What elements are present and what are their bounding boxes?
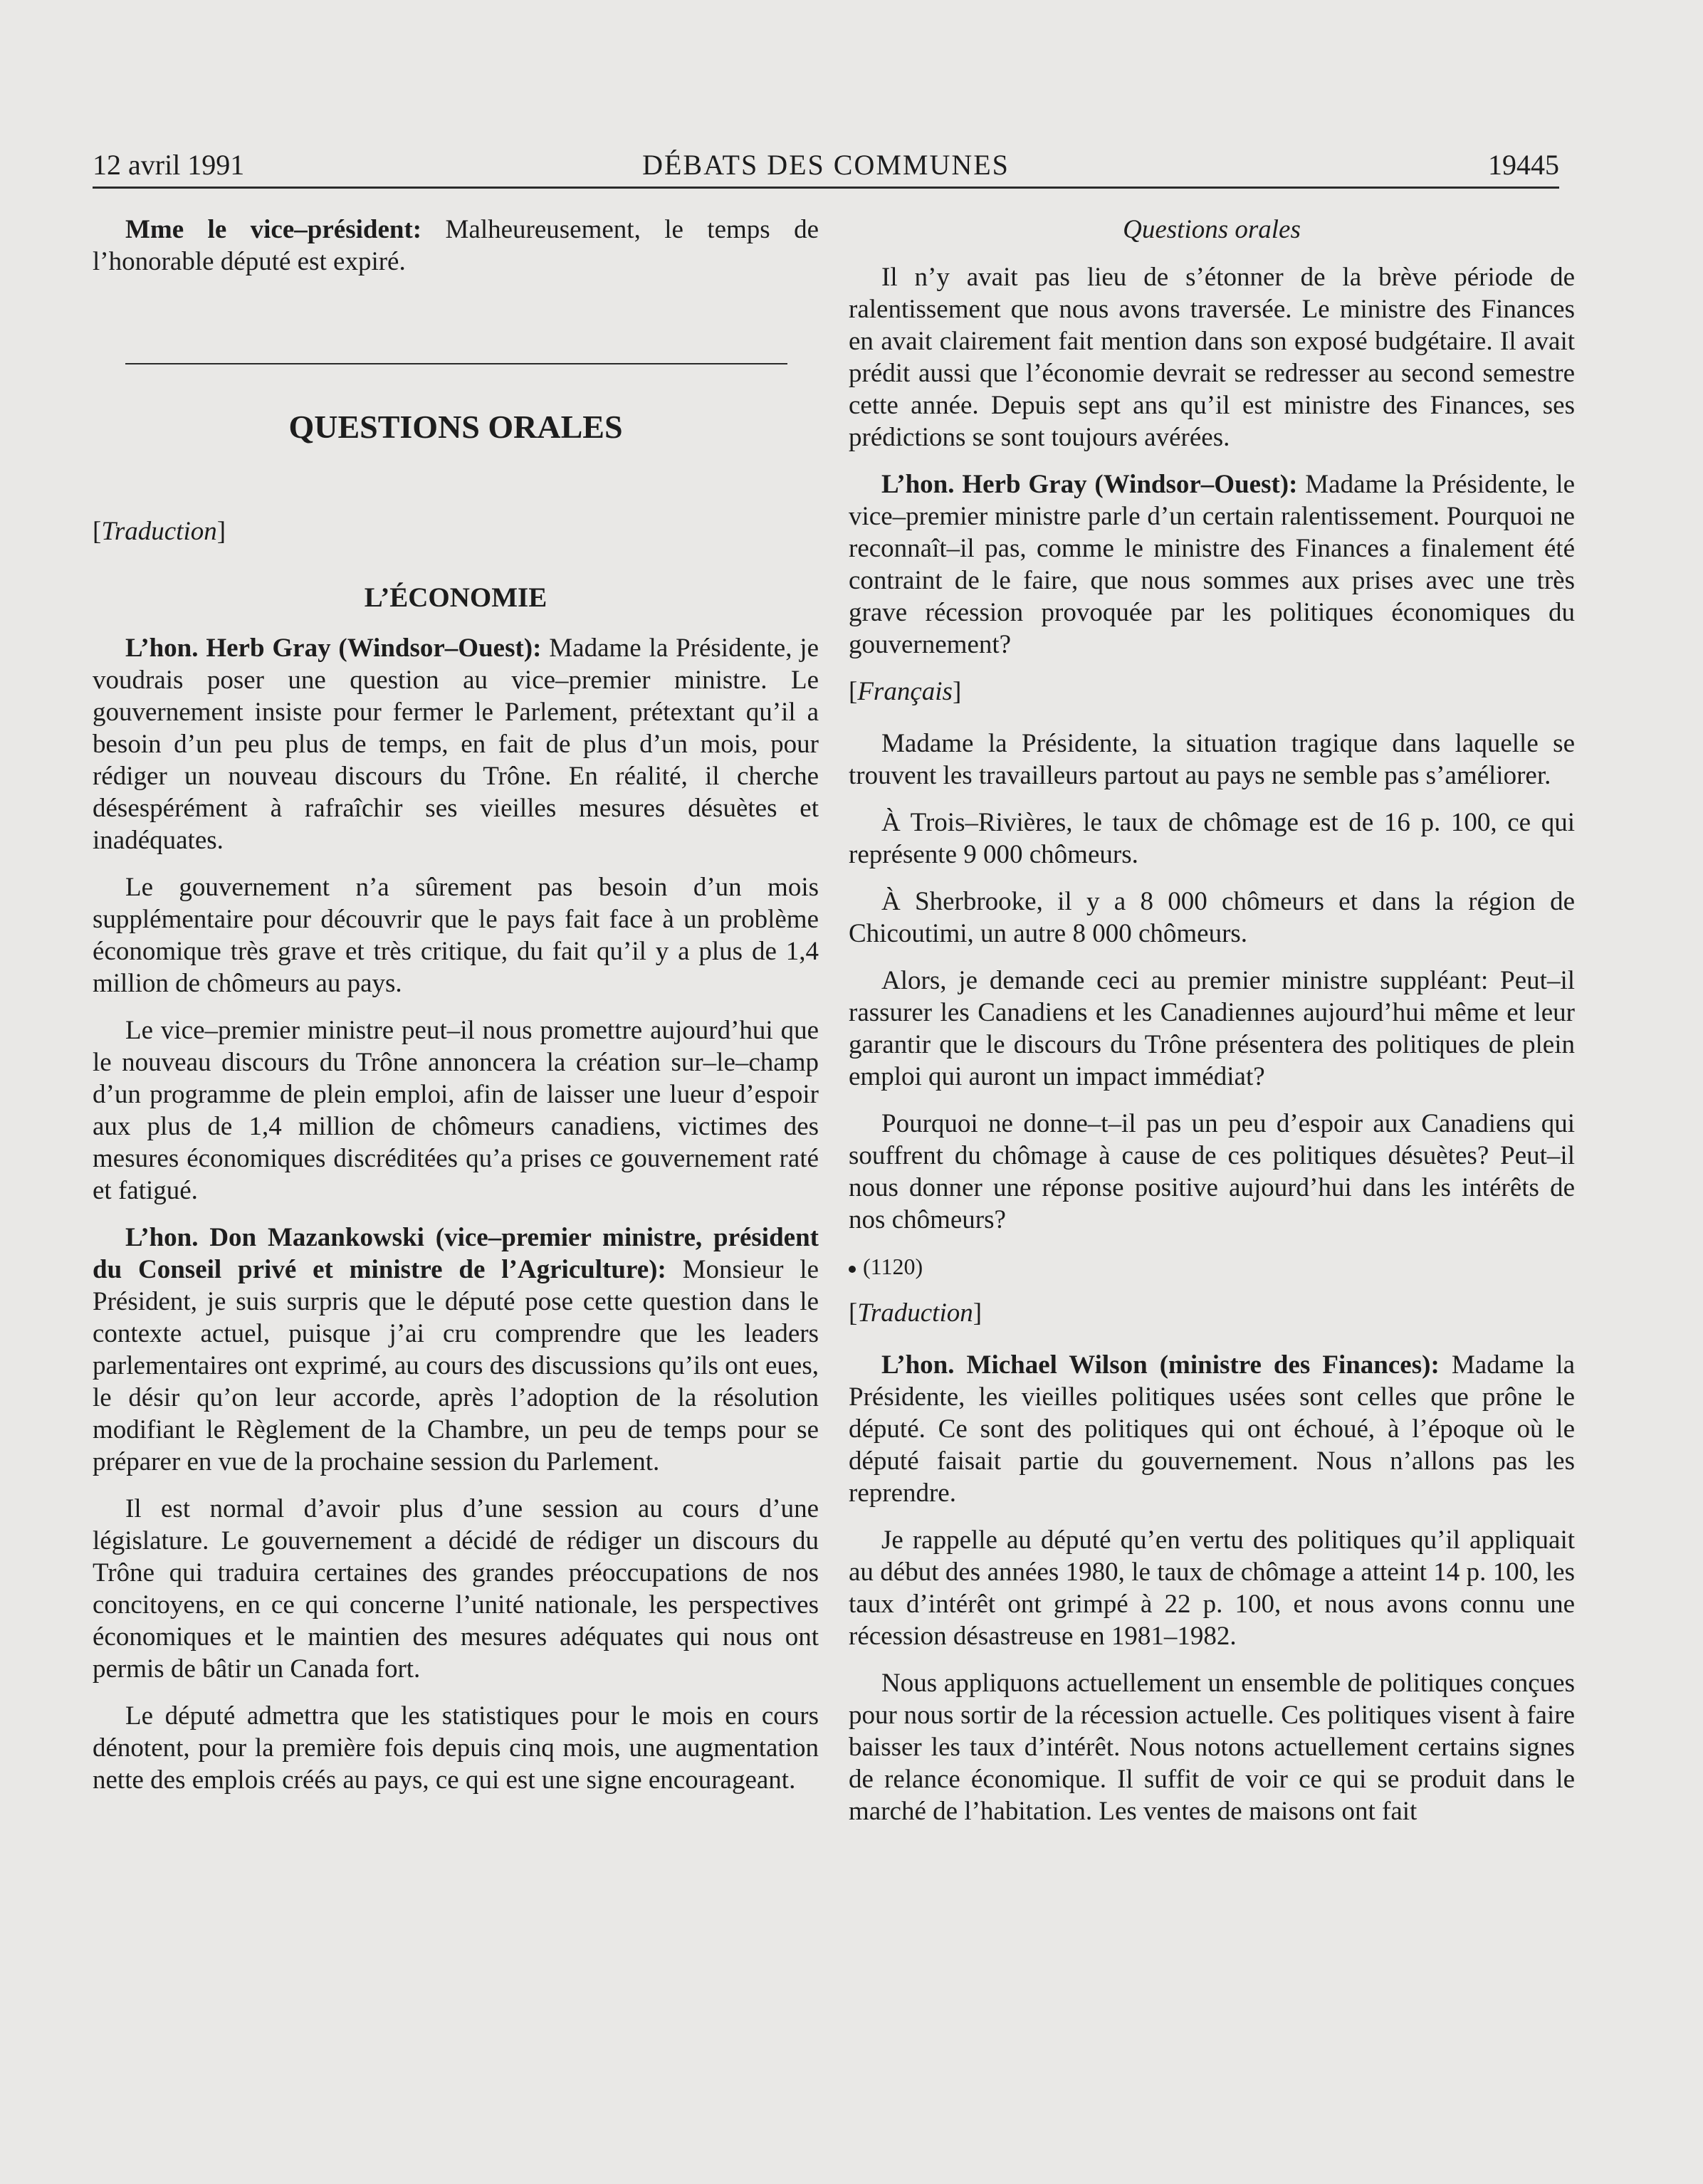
time-marker — [849, 1251, 1575, 1283]
speech-paragraph — [849, 1349, 1575, 1509]
speech-text: Madame la Présidente, je voudrais poser une question au vice–premier ministre. Le gouvernement insiste pour fermer le Parlement, prétextant qu’il a besoin d’un peu plus de temps, en fait de plus d’un mois, pour rédiger un nouveau discours du Trône. En réalité, il cherche désespérément à rafraîchir ses vieilles mesures désuètes et inadéquates. — [93, 634, 819, 855]
bracket-close: ] — [973, 1298, 983, 1328]
speech-paragraph: Alors, je demande ceci au premier ministre suppléant: Peut–il rassurer les Canadiens et les Canadiennes aujourd’hui même et leur garantir que le discours du Trône présentera des politiques de plein emploi qui auront un impact immédiat? — [849, 966, 1575, 1091]
section-divider — [125, 363, 787, 364]
speaker-name: L’hon. Michael Wilson (ministre des Finances): — [881, 1350, 1440, 1380]
subject-heading: L’ÉCONOMIE — [364, 582, 547, 613]
left-column — [93, 214, 819, 1811]
speech-text: Malheureusement, le temps de l’honorable député est expiré. — [93, 215, 819, 276]
bracket-open: [ — [849, 1298, 858, 1328]
time-text: (1120) — [863, 1254, 923, 1279]
speech-paragraph: À Trois–Rivières, le taux de chômage est de 16 p. 100, ce qui représente 9 000 chômeurs. — [849, 808, 1575, 869]
language-tag — [849, 1297, 1575, 1329]
language-tag — [93, 515, 819, 547]
bracket-open: [ — [849, 677, 858, 706]
speech-paragraph: Nous appliquons actuellement un ensemble de politiques conçues pour nous sortir de la récession actuelle. Ces politiques visent à faire baisser les taux d’intérêt. Nous notons actuellement certains signes de relance économique. Il suffit de voir ce qui se produit dans le marché de l’habitation. Les ventes de maisons ont fait — [849, 1669, 1575, 1826]
language-tag — [849, 676, 1575, 708]
bullet-icon — [849, 1266, 856, 1273]
right-column — [849, 214, 1575, 1842]
section-title: QUESTIONS ORALES — [288, 409, 623, 445]
tag-word: Traduction — [857, 1298, 973, 1328]
speech-paragraph: Il n’y avait pas lieu de s’étonner de la brève période de ralentissement que nous avons traversée. Le ministre des Finances en avait clairement fait mention dans son exposé budgétaire. Il avait prédit aussi que l’économie devrait se redresser au second semestre cette année. Depuis sept ans qu’il est ministre des Finances, ses prédictions se sont toujours avérées. — [849, 263, 1575, 452]
header-date: 12 avril 1991 — [93, 149, 245, 181]
speech-paragraph: Il est normal d’avoir plus d’une session au cours d’une législature. Le gouvernement a décidé de rédiger un discours du Trône qui traduira certaines des grandes préoccupations de nos concitoyens, en ce qui concerne l’unité nationale, les perspectives économiques et le maintien des mesures adéquates qui nous ont permis de bâtir un Canada fort. — [93, 1494, 819, 1684]
speaker-name: L’hon. Herb Gray (Windsor–Ouest): — [125, 634, 542, 663]
speech-paragraph: Le vice–premier ministre peut–il nous promettre aujourd’hui que le nouveau discours du Trône annoncera la création sur–le–champ d’un programme de plein emploi, afin de laisser une lueur d’espoir aux plus de 1,4 million de chômeurs canadiens, victimes des mesures économiques discréditées qu’a prises ce gouvernement raté et fatigué. — [93, 1016, 819, 1205]
speaker-name: Mme le vice–président: — [125, 215, 422, 244]
bracket-close: ] — [216, 517, 226, 546]
speech-paragraph: À Sherbrooke, il y a 8 000 chômeurs et dans la région de Chicoutimi, un autre 8 000 chômeurs. — [849, 887, 1575, 948]
header-title: DÉBATS DES COMMUNES — [642, 149, 1010, 181]
speech-text: Madame la Présidente, les vieilles politiques usées sont celles que prône le député. Ce sont des politiques qui ont échoué, à l’époque où le député faisait partie du gouvernement. Nous n’allons pas les reprendre. — [849, 1350, 1575, 1508]
speech-paragraph: Pourquoi ne donne–t–il pas un peu d’espoir aux Canadiens qui souffrent du chômage à cause de ces politiques désuètes? Peut–il nous donner une réponse positive aujourd’hui dans les intérêts de nos chômeurs? — [849, 1109, 1575, 1234]
speech-text: Madame la Présidente, le vice–premier ministre parle d’un certain ralentissement. Pourquoi ne reconnaît–il pas, comme le ministre des Finances a finalement été contraint de le faire, que nous sommes aux prises avec une très grave récession provoquée par les politiques économiques du gouvernement? — [849, 470, 1575, 659]
speech-paragraph — [93, 632, 819, 856]
speech-text: Monsieur le Président, je suis surpris que le député pose cette question dans le contexte actuel, puisque j’ai cru comprendre que les leaders parlementaires ont exprimé, au cours des discussions qu’ils ont eues, le désir qu’on leur accorde, après l’adoption de la résolution modifiant le Règlement de la Chambre, un peu de temps pour se préparer en vue de la prochaine session du Parlement. — [93, 1255, 819, 1476]
tag-word: Traduction — [101, 517, 217, 546]
speech-paragraph: Je rappelle au député qu’en vertu des politiques qu’il appliquait au début des années 1980, le taux de chômage a atteint 14 p. 100, les taux d’intérêt ont grimpé à 22 p. 100, et nous avons connu une récession désastreuse en 1981–1982. — [849, 1526, 1575, 1651]
page-header — [93, 144, 1559, 187]
speech-paragraph: Le député admettra que les statistiques pour le mois en cours dénotent, pour la première fois depuis cinq mois, une augmentation nette des emplois créés au pays, ce qui est une signe encourageant. — [93, 1701, 819, 1795]
speech-paragraph — [93, 214, 819, 278]
speaker-name: L’hon. Herb Gray (Windsor–Ouest): — [881, 470, 1298, 499]
speech-paragraph: Madame la Présidente, la situation tragique dans laquelle se trouvent les travailleurs partout au pays ne semble pas s’améliorer. — [849, 729, 1575, 790]
tag-word: Français — [857, 677, 953, 706]
running-head: Questions orales — [1123, 215, 1301, 244]
bracket-open: [ — [93, 517, 102, 546]
header-page-number: 19445 — [1488, 149, 1559, 181]
speech-paragraph — [849, 468, 1575, 661]
header-rule — [93, 187, 1559, 189]
speaker-name: L’hon. Don Mazankowski (vice–premier ministre, président du Conseil privé et ministre de l’Agriculture): — [93, 1223, 819, 1284]
speech-paragraph: Le gouvernement n’a sûrement pas besoin d’un mois supplémentaire pour découvrir que le pays fait face à un problème économique très grave et très critique, du fait qu’il y a plus de 1,4 million de chômeurs au pays. — [93, 873, 819, 998]
bracket-close: ] — [952, 677, 962, 706]
speech-paragraph — [93, 1222, 819, 1478]
